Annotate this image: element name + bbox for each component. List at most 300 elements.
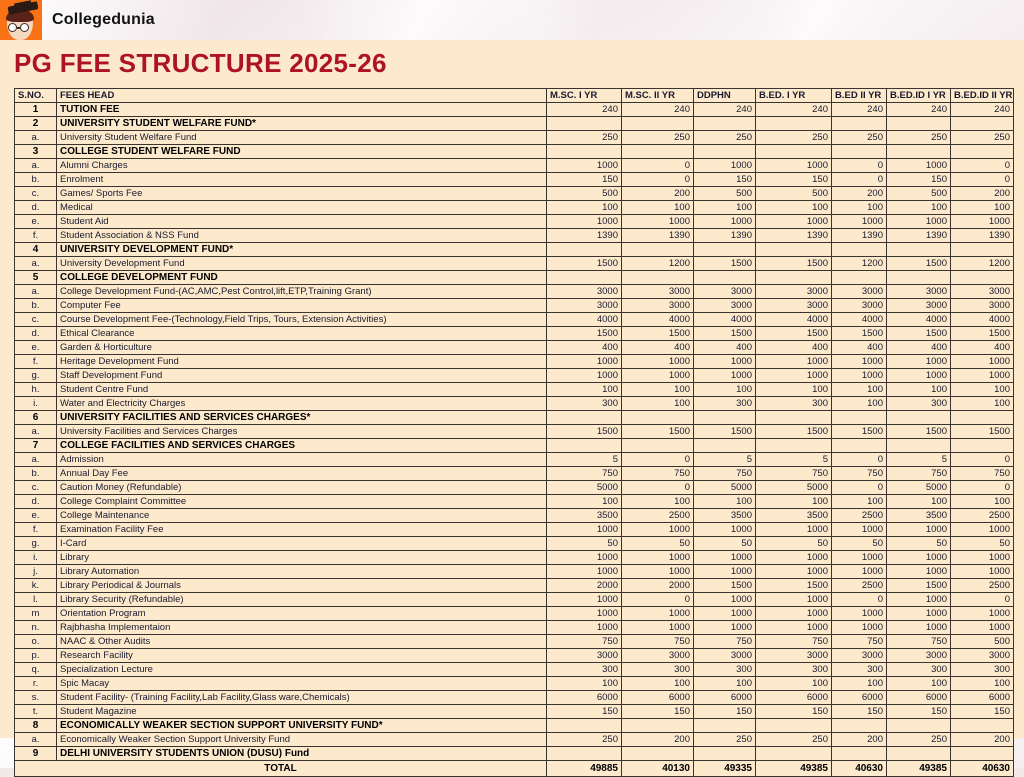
row-amount-cell: 1500 xyxy=(694,327,756,341)
total-amount-cell: 40630 xyxy=(951,761,1014,777)
row-amount-cell: 3000 xyxy=(694,285,756,299)
row-amount-cell: 1500 xyxy=(694,257,756,271)
column-header-0: S.NO. xyxy=(15,89,57,103)
row-amount-cell: 1200 xyxy=(951,257,1014,271)
row-amount-cell: 100 xyxy=(887,677,951,691)
row-amount-cell: 250 xyxy=(756,733,832,747)
row-amount-cell: 1000 xyxy=(694,621,756,635)
row-amount-cell: 4000 xyxy=(694,313,756,327)
table-row xyxy=(15,495,1014,509)
table-row xyxy=(15,579,1014,593)
row-amount-cell: 3500 xyxy=(887,509,951,523)
row-amount-cell: 150 xyxy=(887,173,951,187)
row-amount-cell: 750 xyxy=(622,635,694,649)
row-amount-cell: 0 xyxy=(951,481,1014,495)
column-header-1: FEES HEAD xyxy=(57,89,547,103)
row-amount-cell: 1000 xyxy=(756,565,832,579)
row-serial-number: a. xyxy=(15,257,57,271)
row-amount-cell: 300 xyxy=(694,397,756,411)
table-row xyxy=(15,341,1014,355)
row-amount-cell: 250 xyxy=(756,131,832,145)
row-amount-cell: 1500 xyxy=(832,425,887,439)
row-amount-cell: 3500 xyxy=(694,509,756,523)
row-amount-cell xyxy=(622,145,694,159)
row-fees-head: College Maintenance xyxy=(57,509,547,523)
table-row xyxy=(15,705,1014,719)
total-amount-cell: 49385 xyxy=(756,761,832,777)
row-amount-cell: 6000 xyxy=(547,691,622,705)
row-amount-cell: 4000 xyxy=(756,313,832,327)
table-row xyxy=(15,747,1014,761)
table-row xyxy=(15,411,1014,425)
row-amount-cell: 1000 xyxy=(887,565,951,579)
row-amount-cell: 3000 xyxy=(951,285,1014,299)
row-amount-cell xyxy=(694,747,756,761)
row-amount-cell: 3000 xyxy=(887,299,951,313)
row-amount-cell: 250 xyxy=(694,131,756,145)
row-amount-cell: 100 xyxy=(622,677,694,691)
row-amount-cell: 1000 xyxy=(547,551,622,565)
row-amount-cell: 1000 xyxy=(756,369,832,383)
row-amount-cell xyxy=(694,271,756,285)
row-amount-cell: 750 xyxy=(547,467,622,481)
row-amount-cell: 200 xyxy=(622,733,694,747)
row-amount-cell xyxy=(622,719,694,733)
row-serial-number: t. xyxy=(15,705,57,719)
table-row xyxy=(15,173,1014,187)
row-amount-cell: 3000 xyxy=(547,299,622,313)
row-amount-cell xyxy=(694,439,756,453)
row-amount-cell: 240 xyxy=(547,103,622,117)
row-amount-cell: 150 xyxy=(694,705,756,719)
row-amount-cell: 100 xyxy=(832,201,887,215)
row-amount-cell: 150 xyxy=(547,173,622,187)
row-amount-cell: 3000 xyxy=(887,285,951,299)
row-amount-cell: 1500 xyxy=(547,327,622,341)
row-amount-cell: 0 xyxy=(622,173,694,187)
row-amount-cell: 1000 xyxy=(694,355,756,369)
row-amount-cell: 1500 xyxy=(694,579,756,593)
row-amount-cell: 240 xyxy=(694,103,756,117)
row-fees-head: Specialization Lecture xyxy=(57,663,547,677)
row-serial-number: f. xyxy=(15,355,57,369)
row-amount-cell: 1500 xyxy=(622,425,694,439)
row-amount-cell: 1500 xyxy=(756,579,832,593)
row-amount-cell: 1390 xyxy=(622,229,694,243)
row-amount-cell: 1000 xyxy=(622,355,694,369)
table-row xyxy=(15,691,1014,705)
row-fees-head: Garden & Horticulture xyxy=(57,341,547,355)
row-amount-cell: 750 xyxy=(887,635,951,649)
row-amount-cell xyxy=(887,117,951,131)
row-amount-cell: 150 xyxy=(622,705,694,719)
column-header-4: DDPHN xyxy=(694,89,756,103)
table-row xyxy=(15,439,1014,453)
row-amount-cell: 6000 xyxy=(887,691,951,705)
row-amount-cell: 240 xyxy=(832,103,887,117)
row-amount-cell: 5000 xyxy=(756,481,832,495)
row-amount-cell xyxy=(547,145,622,159)
total-amount-cell: 49335 xyxy=(694,761,756,777)
brand-header xyxy=(0,0,155,40)
row-amount-cell: 1000 xyxy=(951,621,1014,635)
row-amount-cell: 0 xyxy=(832,159,887,173)
row-amount-cell: 1000 xyxy=(887,523,951,537)
row-fees-head: University Development Fund xyxy=(57,257,547,271)
row-amount-cell xyxy=(756,719,832,733)
row-amount-cell: 1000 xyxy=(951,607,1014,621)
row-amount-cell: 2500 xyxy=(622,509,694,523)
row-amount-cell: 200 xyxy=(832,187,887,201)
row-amount-cell: 150 xyxy=(756,705,832,719)
row-amount-cell: 0 xyxy=(832,453,887,467)
row-amount-cell: 1000 xyxy=(951,369,1014,383)
table-total-row xyxy=(15,761,1014,777)
row-amount-cell: 250 xyxy=(547,131,622,145)
row-amount-cell: 1500 xyxy=(832,327,887,341)
row-amount-cell xyxy=(547,747,622,761)
row-amount-cell: 1000 xyxy=(887,621,951,635)
row-amount-cell: 1200 xyxy=(832,257,887,271)
row-fees-head: Economically Weaker Section Support University Fund xyxy=(57,733,547,747)
row-amount-cell: 4000 xyxy=(951,313,1014,327)
row-amount-cell: 100 xyxy=(694,383,756,397)
table-row xyxy=(15,593,1014,607)
row-amount-cell xyxy=(887,411,951,425)
row-amount-cell: 3000 xyxy=(756,649,832,663)
row-amount-cell: 6000 xyxy=(832,691,887,705)
row-serial-number: a. xyxy=(15,131,57,145)
row-amount-cell xyxy=(951,747,1014,761)
row-amount-cell: 1000 xyxy=(832,369,887,383)
row-amount-cell: 150 xyxy=(832,705,887,719)
row-serial-number: b. xyxy=(15,173,57,187)
row-amount-cell: 50 xyxy=(547,537,622,551)
column-header-7: B.ED.ID I YR xyxy=(887,89,951,103)
row-amount-cell xyxy=(832,271,887,285)
row-amount-cell xyxy=(547,439,622,453)
row-serial-number: a. xyxy=(15,453,57,467)
row-amount-cell: 6000 xyxy=(756,691,832,705)
row-serial-number: c. xyxy=(15,313,57,327)
table-body xyxy=(15,103,1014,777)
row-fees-head: Student Magazine xyxy=(57,705,547,719)
row-serial-number: e. xyxy=(15,341,57,355)
row-fees-head: Games/ Sports Fee xyxy=(57,187,547,201)
row-amount-cell: 100 xyxy=(887,383,951,397)
row-fees-head: Spic Macay xyxy=(57,677,547,691)
table-row xyxy=(15,425,1014,439)
row-amount-cell: 4000 xyxy=(622,313,694,327)
row-amount-cell: 1000 xyxy=(832,355,887,369)
logo-glasses-bridge xyxy=(17,27,20,29)
row-amount-cell: 1390 xyxy=(951,229,1014,243)
table-row xyxy=(15,103,1014,117)
row-amount-cell: 5 xyxy=(547,453,622,467)
row-amount-cell: 3000 xyxy=(756,299,832,313)
table-row xyxy=(15,663,1014,677)
row-amount-cell xyxy=(622,411,694,425)
row-amount-cell: 300 xyxy=(547,663,622,677)
row-amount-cell xyxy=(887,439,951,453)
row-amount-cell xyxy=(547,411,622,425)
row-amount-cell: 750 xyxy=(832,467,887,481)
row-fees-head: Library Automation xyxy=(57,565,547,579)
row-amount-cell: 1000 xyxy=(622,369,694,383)
row-amount-cell xyxy=(547,271,622,285)
table-row xyxy=(15,649,1014,663)
row-amount-cell: 5000 xyxy=(887,481,951,495)
row-amount-cell: 1000 xyxy=(622,215,694,229)
row-amount-cell: 1000 xyxy=(832,551,887,565)
row-amount-cell: 1500 xyxy=(622,327,694,341)
column-header-8: B.ED.ID II YR xyxy=(951,89,1014,103)
row-amount-cell: 50 xyxy=(951,537,1014,551)
row-fees-head: NAAC & Other Audits xyxy=(57,635,547,649)
row-amount-cell: 1000 xyxy=(832,621,887,635)
row-amount-cell: 1000 xyxy=(951,523,1014,537)
row-amount-cell: 100 xyxy=(951,397,1014,411)
table-row xyxy=(15,509,1014,523)
row-amount-cell: 1000 xyxy=(887,551,951,565)
row-amount-cell xyxy=(951,719,1014,733)
row-amount-cell: 300 xyxy=(887,663,951,677)
row-amount-cell: 1000 xyxy=(756,621,832,635)
row-fees-head: Library Periodical & Journals xyxy=(57,579,547,593)
row-amount-cell: 1000 xyxy=(756,551,832,565)
row-amount-cell: 1000 xyxy=(547,565,622,579)
row-amount-cell: 240 xyxy=(756,103,832,117)
row-amount-cell: 200 xyxy=(951,733,1014,747)
row-amount-cell: 0 xyxy=(951,593,1014,607)
row-amount-cell xyxy=(622,243,694,257)
row-amount-cell: 1000 xyxy=(756,159,832,173)
table-row xyxy=(15,257,1014,271)
row-amount-cell xyxy=(756,747,832,761)
row-fees-head: Examination Facility Fee xyxy=(57,523,547,537)
row-serial-number: b. xyxy=(15,299,57,313)
row-amount-cell: 100 xyxy=(951,383,1014,397)
row-amount-cell xyxy=(832,747,887,761)
row-amount-cell: 3000 xyxy=(832,649,887,663)
row-fees-head: Staff Development Fund xyxy=(57,369,547,383)
row-amount-cell: 250 xyxy=(622,131,694,145)
row-amount-cell: 1500 xyxy=(756,257,832,271)
row-amount-cell xyxy=(951,243,1014,257)
table-row xyxy=(15,607,1014,621)
row-fees-head: Alumni Charges xyxy=(57,159,547,173)
table-row xyxy=(15,117,1014,131)
row-serial-number: g. xyxy=(15,537,57,551)
row-amount-cell: 3000 xyxy=(694,649,756,663)
row-fees-head: University Student Welfare Fund xyxy=(57,131,547,145)
row-amount-cell: 2000 xyxy=(622,579,694,593)
row-amount-cell: 400 xyxy=(887,341,951,355)
logo-left-lens xyxy=(8,23,17,32)
row-amount-cell: 100 xyxy=(622,495,694,509)
row-amount-cell: 1000 xyxy=(694,551,756,565)
row-amount-cell: 5 xyxy=(756,453,832,467)
row-amount-cell: 0 xyxy=(622,593,694,607)
row-amount-cell xyxy=(547,243,622,257)
row-amount-cell: 1500 xyxy=(547,425,622,439)
row-amount-cell: 3000 xyxy=(887,649,951,663)
row-fees-head: TUTION FEE xyxy=(57,103,547,117)
table-row xyxy=(15,523,1014,537)
column-header-3: M.SC. II YR xyxy=(622,89,694,103)
row-serial-number: b. xyxy=(15,467,57,481)
row-amount-cell: 1500 xyxy=(887,257,951,271)
row-serial-number: 5 xyxy=(15,271,57,285)
row-amount-cell: 1500 xyxy=(756,425,832,439)
row-amount-cell: 3000 xyxy=(832,299,887,313)
row-amount-cell: 1000 xyxy=(547,593,622,607)
row-amount-cell: 100 xyxy=(622,383,694,397)
row-serial-number: e. xyxy=(15,215,57,229)
row-amount-cell: 1000 xyxy=(694,523,756,537)
row-amount-cell: 1390 xyxy=(832,229,887,243)
row-amount-cell: 750 xyxy=(951,467,1014,481)
row-amount-cell: 300 xyxy=(547,397,622,411)
row-fees-head: ECONOMICALLY WEAKER SECTION SUPPORT UNIVERSITY FUND* xyxy=(57,719,547,733)
row-amount-cell: 1000 xyxy=(887,369,951,383)
row-amount-cell: 400 xyxy=(951,341,1014,355)
table-row xyxy=(15,327,1014,341)
row-fees-head: COLLEGE FACILITIES AND SERVICES CHARGES xyxy=(57,439,547,453)
column-header-6: B.ED II YR xyxy=(832,89,887,103)
table-row xyxy=(15,355,1014,369)
row-amount-cell: 1390 xyxy=(694,229,756,243)
row-amount-cell: 150 xyxy=(756,173,832,187)
row-amount-cell: 100 xyxy=(622,201,694,215)
row-amount-cell: 500 xyxy=(547,187,622,201)
row-amount-cell xyxy=(951,411,1014,425)
row-serial-number: j. xyxy=(15,565,57,579)
table-row xyxy=(15,453,1014,467)
row-amount-cell: 100 xyxy=(887,495,951,509)
row-serial-number: 1 xyxy=(15,103,57,117)
row-amount-cell xyxy=(622,439,694,453)
row-amount-cell: 300 xyxy=(622,663,694,677)
row-serial-number: 7 xyxy=(15,439,57,453)
row-serial-number: f. xyxy=(15,229,57,243)
row-amount-cell: 100 xyxy=(887,201,951,215)
table-row xyxy=(15,551,1014,565)
row-amount-cell: 50 xyxy=(622,537,694,551)
row-amount-cell: 1000 xyxy=(887,159,951,173)
row-amount-cell: 400 xyxy=(832,341,887,355)
row-amount-cell: 50 xyxy=(832,537,887,551)
row-amount-cell: 1000 xyxy=(756,607,832,621)
row-amount-cell: 750 xyxy=(887,467,951,481)
row-amount-cell xyxy=(756,243,832,257)
row-fees-head: Student Association & NSS Fund xyxy=(57,229,547,243)
row-amount-cell: 1000 xyxy=(887,355,951,369)
row-amount-cell: 6000 xyxy=(694,691,756,705)
fee-structure-table-container xyxy=(14,88,1013,777)
row-amount-cell: 1500 xyxy=(756,327,832,341)
row-amount-cell: 400 xyxy=(756,341,832,355)
row-amount-cell: 1500 xyxy=(887,425,951,439)
row-amount-cell: 1390 xyxy=(547,229,622,243)
column-header-5: B.ED. I YR xyxy=(756,89,832,103)
row-fees-head: Enrolment xyxy=(57,173,547,187)
row-serial-number: a. xyxy=(15,733,57,747)
row-amount-cell: 750 xyxy=(694,467,756,481)
row-fees-head: Course Development Fee-(Technology,Field Trips, Tours, Extension Activities) xyxy=(57,313,547,327)
row-fees-head: DELHI UNIVERSITY STUDENTS UNION (DUSU) Fund xyxy=(57,747,547,761)
row-amount-cell: 100 xyxy=(694,677,756,691)
row-amount-cell: 3000 xyxy=(756,285,832,299)
row-amount-cell: 100 xyxy=(756,201,832,215)
row-amount-cell xyxy=(951,117,1014,131)
row-amount-cell: 1000 xyxy=(622,607,694,621)
row-amount-cell xyxy=(887,145,951,159)
row-amount-cell xyxy=(756,117,832,131)
row-serial-number: c. xyxy=(15,481,57,495)
table-row xyxy=(15,145,1014,159)
row-amount-cell: 2500 xyxy=(832,579,887,593)
row-amount-cell: 100 xyxy=(694,201,756,215)
row-fees-head: Rajbhasha Implementaion xyxy=(57,621,547,635)
row-amount-cell: 1000 xyxy=(756,523,832,537)
row-amount-cell: 1000 xyxy=(887,215,951,229)
row-amount-cell: 240 xyxy=(887,103,951,117)
row-fees-head: Student Facility- (Training Facility,Lab Facility,Glass ware,Chemicals) xyxy=(57,691,547,705)
table-row xyxy=(15,383,1014,397)
row-fees-head: Student Centre Fund xyxy=(57,383,547,397)
row-amount-cell: 0 xyxy=(622,159,694,173)
row-amount-cell: 100 xyxy=(951,677,1014,691)
row-amount-cell: 1000 xyxy=(694,215,756,229)
row-amount-cell: 300 xyxy=(756,663,832,677)
row-amount-cell: 3000 xyxy=(622,299,694,313)
row-amount-cell: 100 xyxy=(622,397,694,411)
row-amount-cell: 4000 xyxy=(547,313,622,327)
row-amount-cell: 5000 xyxy=(694,481,756,495)
row-serial-number: d. xyxy=(15,495,57,509)
row-amount-cell: 1000 xyxy=(694,159,756,173)
brand-name: Collegedunia xyxy=(52,11,155,28)
row-amount-cell: 2500 xyxy=(951,579,1014,593)
row-amount-cell: 100 xyxy=(694,495,756,509)
row-amount-cell xyxy=(756,439,832,453)
row-serial-number: 3 xyxy=(15,145,57,159)
logo-right-lens xyxy=(20,23,29,32)
row-serial-number: p. xyxy=(15,649,57,663)
row-amount-cell: 750 xyxy=(622,467,694,481)
row-fees-head: UNIVERSITY FACILITIES AND SERVICES CHARGES* xyxy=(57,411,547,425)
row-amount-cell: 200 xyxy=(832,733,887,747)
row-serial-number: o. xyxy=(15,635,57,649)
row-amount-cell: 1000 xyxy=(832,565,887,579)
row-amount-cell: 3500 xyxy=(547,509,622,523)
row-amount-cell: 1000 xyxy=(951,355,1014,369)
row-amount-cell: 1500 xyxy=(694,425,756,439)
table-row xyxy=(15,719,1014,733)
row-amount-cell: 1000 xyxy=(887,607,951,621)
row-amount-cell: 150 xyxy=(547,705,622,719)
row-amount-cell xyxy=(547,117,622,131)
row-amount-cell: 750 xyxy=(756,635,832,649)
column-header-2: M.SC. I YR xyxy=(547,89,622,103)
table-row xyxy=(15,635,1014,649)
row-amount-cell: 1500 xyxy=(951,425,1014,439)
row-amount-cell: 1390 xyxy=(887,229,951,243)
total-amount-cell: 40630 xyxy=(832,761,887,777)
table-row xyxy=(15,537,1014,551)
row-amount-cell xyxy=(887,747,951,761)
